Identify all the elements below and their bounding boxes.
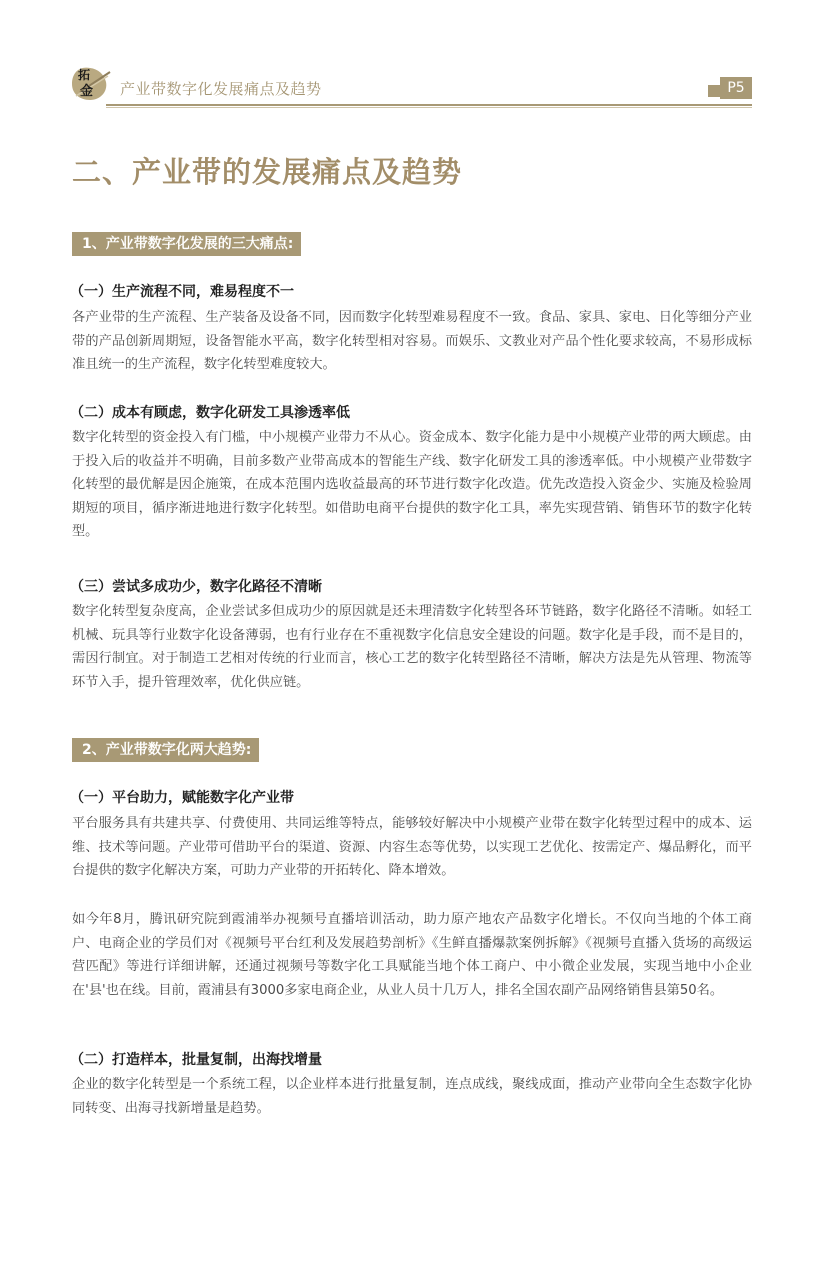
header-title: 产业带数字化发展痛点及趋势 <box>120 80 322 98</box>
svg-text:金: 金 <box>80 84 94 99</box>
paragraph-pain-2: 数字化转型的资金投入有门槛，中小规模产业带力不从心。资金成本、数字化能力是中小规模产业带的两大顾虑。由于投入后的收益并不明确，目前多数产业带高成本的智能生产线、数字化研发工具的渗透率低。中小规模产业带数字化转型的最优解是因企施策，在成本范围内选收益最高的环节进行数字化改造。优先改造投入资金少、实施及检验周期短的项目，循序渐进地进行数字化转型。如借助电商平台提供的数字化工具，率先实现营销、销售环节的数字化转型。 <box>72 430 752 539</box>
paragraph-pain-3: 数字化转型复杂度高，企业尝试多但成功少的原因就是还未理清数字化转型各环节链路，数字化路径不清晰。如轻工机械、玩具等行业数字化设备薄弱，也有行业存在不重视数字化信息安全建设的问题。数字化是手段，而不是目的，需因行制宜。对于制造工艺相对传统的行业而言，核心工艺的数字化转型路径不清晰，解决方法是先从管理、物流等环节入手，提升管理效率，优化供应链。 <box>72 604 752 690</box>
page-number: P5 <box>720 77 752 99</box>
subheading-trend-2: （二）打造样本，批量复制，出海找增量 <box>70 1052 322 1068</box>
paragraph-pain-1: 各产业带的生产流程、生产装备及设备不同，因而数字化转型难易程度不一致。食品、家具、家电、日化等细分产业带的产品创新周期短，设备智能水平高，数字化转型相对容易。而娱乐、文教业对产品个性化要求较高，不易形成标准且统一的生产流程，数字化转型难度较大。 <box>72 310 752 372</box>
page-number-badge <box>708 77 752 99</box>
logo <box>70 62 114 104</box>
subheading-pain-2: （二）成本有顾虑，数字化研发工具渗透率低 <box>70 405 350 421</box>
subheading-trend-1: （一）平台助力，赋能数字化产业带 <box>70 790 294 806</box>
logo-mark-icon <box>70 62 114 104</box>
paragraph-trend-2: 企业的数字化转型是一个系统工程，以企业样本进行批量复制，连点成线，聚线成面，推动产业带向全生态数字化协同转变、出海寻找新增量是趋势。 <box>72 1077 752 1116</box>
paragraph-trend-1: 平台服务具有共建共享、付费使用、共同运维等特点，能够较好解决中小规模产业带在数字化转型过程中的成本、运维、技术等问题。产业带可借助平台的渠道、资源、内容生态等优势，以实现工艺优化、按需定产、爆品孵化，而平台提供的数字化解决方案，可助力产业带的开拓转化、降本增效。 <box>72 816 752 878</box>
section-heading-pain-points: 1、产业带数字化发展的三大痛点: <box>72 232 301 256</box>
header-divider <box>106 104 752 106</box>
page-header <box>70 62 752 108</box>
header-divider-thin <box>106 107 752 108</box>
subheading-pain-3: （三）尝试多成功少，数字化路径不清晰 <box>70 579 322 595</box>
page-title: 二、产业带的发展痛点及趋势 <box>72 155 463 189</box>
paragraph-trend-1-example: 如今年8月，腾讯研究院到霞浦举办视频号直播培训活动，助力原产地农产品数字化增长。不仅向当地的个体工商户、电商企业的学员们对《视频号平台红利及发展趋势剖析》《生鲜直播爆款案例拆解》《视频号直播入货场的高级运营匹配》等进行详细讲解，还通过视频号等数字化工具赋能当地个体工商户、中小微企业发展，实现当地中小企业在'县'也在线。目前，霞浦县有3000多家电商企业，从业人员十几万人，排名全国农副产品网络销售县第50名。 <box>72 912 752 998</box>
subheading-pain-1: （一）生产流程不同，难易程度不一 <box>70 284 294 300</box>
svg-text:拓: 拓 <box>78 68 91 82</box>
section-heading-trends: 2、产业带数字化两大趋势: <box>72 738 259 762</box>
